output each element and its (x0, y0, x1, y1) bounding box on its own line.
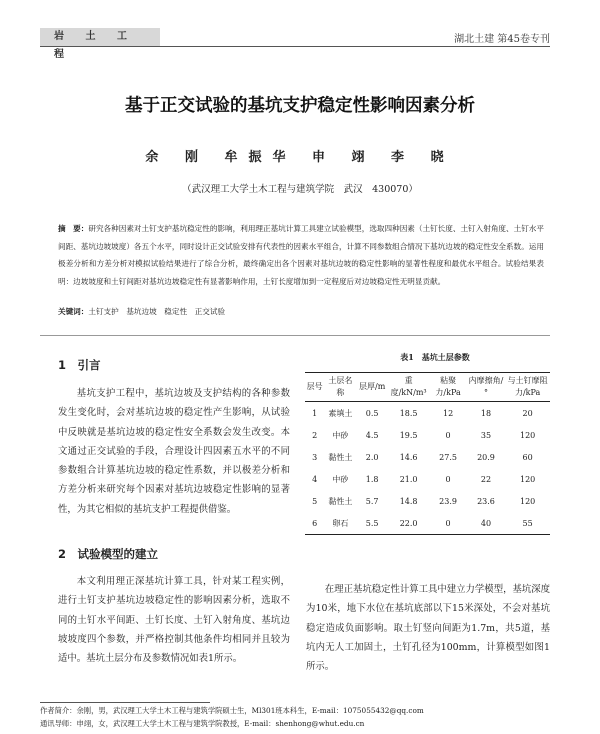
table-cell: 中砂 (332, 474, 349, 484)
soil-parameters-table (305, 372, 550, 535)
section-2-text-right: 在理正基坑稳定性计算工具中建立力学模型，基坑深度为10米，地下水位在基坑底部以下15米深处，不会对基坑稳定造成负面影响。取土钉竖向间距为1.7m，共5道，基坑内无人工加固土，土钉孔径为100mm，计算模型如图1所示。 (306, 584, 550, 673)
table-cell: 2.0 (365, 452, 379, 462)
table-cell: 18 (480, 408, 492, 418)
table-cell: 14.8 (399, 496, 418, 506)
table-cell: 中砂 (332, 430, 349, 440)
paper-authors: 余 刚 牟振华 申 翊 李 晓 (145, 150, 455, 165)
table-cell: 23.6 (477, 496, 495, 506)
footnote-mentor: 通讯导师：申翊，女，武汉理工大学土木工程与建筑学院教授，E-mail：shenhong@whut.edu.cn (40, 719, 365, 728)
header-divider (40, 46, 550, 47)
keywords-text: 土钉支护 基坑边坡 稳定性 正交试验 (88, 307, 226, 316)
abstract-label: 摘 要： (58, 224, 89, 233)
abstract (58, 220, 544, 290)
table-cell: 23.9 (439, 496, 457, 506)
table-cell: 55 (522, 518, 533, 528)
table-cell: 0 (445, 430, 451, 440)
table-header-cell: 重度/kN/m³ (390, 376, 427, 397)
table-cell: 2 (312, 430, 318, 440)
table-cell: 卵石 (332, 518, 349, 528)
table-cell: 22.0 (399, 518, 418, 528)
table-header-row (305, 373, 550, 402)
table-header-cell: 内摩擦角/° (468, 376, 504, 397)
table-cell: 0 (445, 518, 451, 528)
table-header-cell: 层厚/m (359, 382, 386, 391)
table-cell: 5.7 (365, 496, 379, 506)
section-1-heading: 1 引言 (58, 358, 101, 372)
table-cell: 黏性土 (328, 452, 353, 462)
table-cell: 19.5 (399, 430, 418, 440)
abstract-divider (40, 335, 550, 336)
table-header-cell: 层号 (306, 382, 323, 391)
table-cell: 60 (522, 452, 533, 462)
table-cell: 120 (519, 496, 536, 506)
section-1-text: 基坑支护工程中，基坑边坡及支护结构的各种参数发生变化时，会对基坑边坡的稳定性产生影响，从试验中反映就是基坑边坡的稳定性安全系数会发生改变。本文通过正交试验的手段，合理设计四因素五水平的不同参数组合计算基坑边坡的稳定性系数，并以极差分析和方差分析来研究每个因素对基坑边坡稳定性影响的显著性，为其它相似的基坑支护工程提供借鉴。 (58, 388, 290, 515)
table-cell: 3 (312, 452, 318, 462)
table-cell: 120 (519, 430, 536, 440)
table-cell: 20.9 (477, 452, 495, 462)
keywords-label: 关键词： (58, 307, 89, 316)
table-cell: 1.8 (365, 474, 379, 484)
section-2-heading: 2 试验模型的建立 (58, 547, 159, 561)
table-cell: 35 (480, 430, 492, 440)
table-cell: 4.5 (365, 430, 379, 440)
table-cell: 40 (480, 518, 492, 528)
table-cell: 黏性土 (328, 496, 353, 506)
table-row (305, 446, 550, 468)
table-cell: 27.5 (439, 452, 457, 462)
table-header-cell: 与土钉摩阻力/kPa (507, 376, 548, 397)
paper-title: 基于正交试验的基坑支护稳定性影响因素分析 (125, 96, 475, 116)
table-row (305, 402, 550, 425)
table-row (305, 490, 550, 512)
table-cell: 1 (312, 408, 318, 418)
table-cell: 12 (442, 408, 454, 418)
table-cell: 14.6 (399, 452, 418, 462)
journal-section-band (40, 28, 160, 60)
table-cell: 4 (312, 474, 318, 484)
journal-info: 湖北土建 第45卷专刊 (454, 34, 550, 45)
abstract-text: 研究各种因素对土钉支护基坑稳定性的影响，利用理正基坑计算工具建立试验模型，选取四种因素（土钉长度、土钉入射角度、土钉水平间距、基坑边坡坡度）各五个水平，同时设计正交试验安排有代表性的因素水平组合，计算不同参数组合情况下基坑边坡的稳定性安全系数。运用极差分析和方差分析对模拟试验结果进行了综合分析，最终确定出各个因素对基坑边坡的稳定性影响的显著性程度和最优水平组合。试验结果表明：边坡坡度和土钉间距对基坑边坡稳定性有显著影响作用，土钉长度增加到一定程度后对边坡稳定性无明显贡献。 (58, 224, 544, 286)
table-cell: 18.5 (399, 408, 418, 418)
table-row (305, 512, 550, 535)
footnote-divider (40, 702, 210, 703)
table-cell: 0 (445, 474, 451, 484)
paper-affiliation: （武汉理工大学土木工程与建筑学院 武汉 430070） (182, 184, 418, 195)
table-row (305, 424, 550, 446)
table-cell: 5 (312, 496, 318, 506)
table-cell: 21.0 (399, 474, 418, 484)
table-cell: 素填土 (328, 408, 353, 418)
table-cell: 6 (312, 518, 318, 528)
keywords (58, 305, 544, 319)
table-cell: 22 (480, 474, 492, 484)
footnote-author: 作者简介：余刚，男，武汉理工大学土木工程与建筑学院硕士生，Ml301班本科生，E-mail：1075055432@qq.com (40, 706, 424, 715)
table-header-cell: 粘聚力/kPa (435, 376, 461, 397)
table-cell: 20 (522, 408, 533, 418)
journal-section-label: 岩 土 工 程 (54, 31, 136, 60)
table-cell: 0.5 (365, 408, 379, 418)
table-cell: 5.5 (365, 518, 379, 528)
table-cell: 120 (519, 474, 536, 484)
table-1-title: 表1 基坑土层参数 (400, 352, 470, 362)
section-2-text-left: 本文利用理正深基坑计算工具，针对某工程实例，进行土钉支护基坑边坡稳定性的影响因素分析，选取不同的土钉水平间距、土钉长度、土钉入射角度、基坑边坡坡度四个参数，并严格控制其他条件均相同并且较为适中。基坑土层分布及参数情况如表1所示。 (58, 576, 290, 665)
table-header-cell: 土层名称 (328, 376, 353, 397)
table-row (305, 468, 550, 490)
